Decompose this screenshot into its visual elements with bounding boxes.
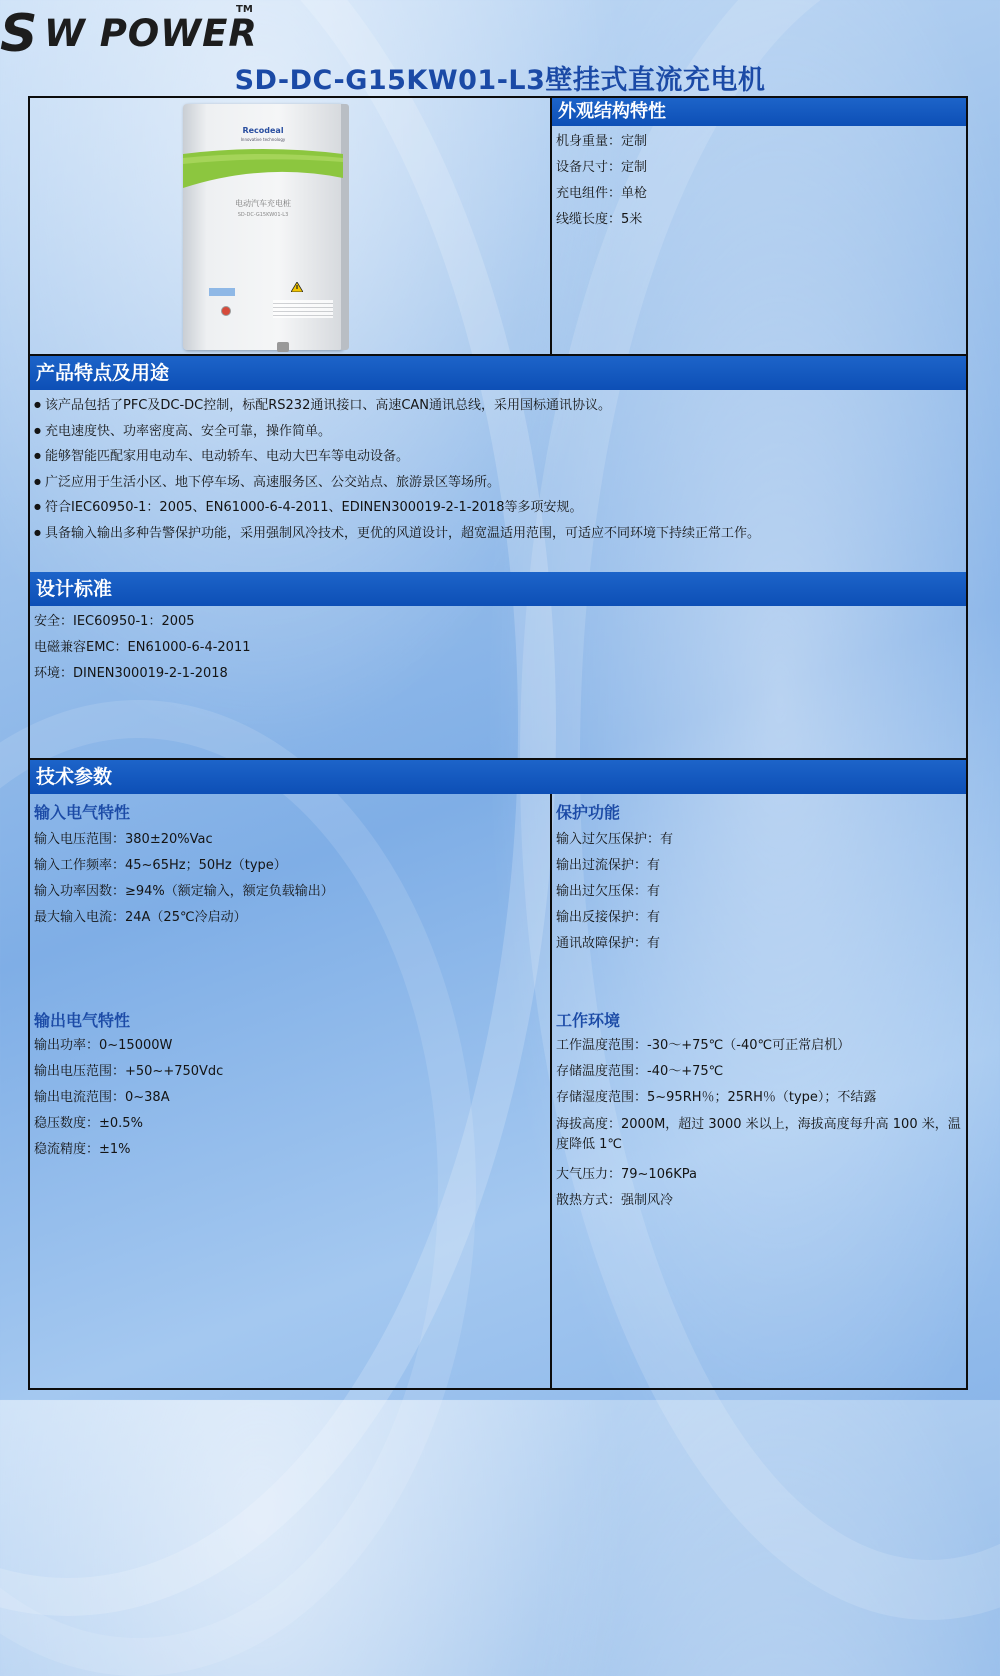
display-screen (209, 288, 235, 296)
product-name: 电动汽车充电桩 (235, 199, 291, 208)
logo-trademark: TM (236, 4, 253, 15)
product-image (183, 104, 343, 350)
output-spec-row: 输出功率：0~15000W (34, 1038, 173, 1053)
protection-row: 输入过欠压保护：有 (556, 832, 674, 847)
environment-row: 存储温度范围：-40～+75℃ (556, 1064, 724, 1079)
environment-row: 工作温度范围：-30～+75℃（-40℃可正常启机） (556, 1038, 851, 1053)
input-spec-row: 输入功率因数：≥94%（额定输入，额定负载输出） (34, 884, 334, 899)
warning-icon (291, 282, 303, 292)
subsection-title-protection: 保护功能 (556, 803, 621, 822)
input-spec-row: 输入工作频率：45~65Hz；50Hz（type） (34, 858, 287, 873)
feature-item: ● 能够智能匹配家用电动车、电动轿车、电动大巴车等电动设备。 (34, 447, 760, 473)
protection-row: 通讯故障保护：有 (556, 936, 661, 951)
feature-item: ● 广泛应用于生活小区、地下停车场、高速服务区、公交站点、旅游景区等场所。 (34, 473, 760, 499)
appearance-row: 充电组件：单枪 (556, 186, 648, 201)
feature-item: ● 充电速度快、功率密度高、安全可靠，操作简单。 (34, 422, 760, 448)
subsection-title-input: 输入电气特性 (34, 803, 131, 822)
subsection-title-output: 输出电气特性 (34, 1011, 131, 1030)
logo-initial: S (0, 4, 38, 64)
nameplate-text-graphic (273, 300, 333, 318)
protection-row: 输出反接保护：有 (556, 910, 661, 925)
environment-row: 海拔高度：2000M，超过 3000 米以上，海拔高度每升高 100 米，温度降低 1℃ (556, 1117, 961, 1152)
protection-row: 输出过流保护：有 (556, 858, 661, 873)
section-header-features: 产品特点及用途 (30, 356, 966, 390)
product-tagline: Innovative technology (240, 137, 286, 142)
protection-list (556, 828, 673, 958)
output-specs-list (34, 1034, 223, 1164)
standard-row: 安全：IEC60950-1：2005 (34, 614, 195, 629)
feature-item: ● 符合IEC60950-1：2005、EN61000-6-4-2011、EDINEN300019-2-1-2018等多项安规。 (34, 498, 760, 524)
spec-sheet-frame (28, 96, 968, 1390)
environment-row: 大气压力：79~106KPa (556, 1167, 697, 1182)
section-header-standards: 设计标准 (30, 572, 966, 606)
section-header-tech: 技术参数 (30, 760, 966, 794)
standard-row: 环境：DINEN300019-2-1-2018 (34, 666, 228, 681)
environment-list (556, 1034, 966, 1215)
green-band-graphic (183, 148, 343, 192)
appearance-row: 线缆长度：5米 (556, 212, 643, 227)
standard-row: 电磁兼容EMC：EN61000-6-4-2011 (34, 640, 251, 655)
protection-row: 输出过欠压保：有 (556, 884, 661, 899)
appearance-list (556, 130, 647, 234)
input-specs-list (34, 828, 334, 932)
section-header-appearance: 外观结构特性 (552, 98, 966, 126)
features-list (34, 396, 760, 550)
output-spec-row: 稳压数度：±0.5% (34, 1116, 143, 1131)
output-spec-row: 输出电流范围：0~38A (34, 1090, 170, 1105)
product-brand: Recodeal (242, 126, 284, 135)
environment-row: 存储湿度范围：5~95RH％；25RH％（type）；不结露 (556, 1090, 877, 1105)
product-model: SD-DC-G15KW01-L3 (237, 212, 289, 218)
feature-item: ● 该产品包括了PFC及DC-DC控制，标配RS232通讯接口、高速CAN通讯总线，采用国标通讯协议。 (34, 396, 760, 422)
output-spec-row: 输出电压范围：+50~+750Vdc (34, 1064, 224, 1079)
feature-item: ● 具备输入输出多种告警保护功能，采用强制风冷技术，更优的风道设计，超宽温适用范围，可适应不同环境下持续正常工作。 (34, 524, 760, 550)
page-title: SD-DC-G15KW01-L3壁挂式直流充电机 (234, 65, 766, 96)
input-spec-row: 输入电压范围：380±20%Vac (34, 832, 213, 847)
appearance-row: 设备尺寸：定制 (556, 160, 648, 175)
cable-gland-graphic (277, 342, 289, 352)
emergency-stop-button-graphic (221, 306, 231, 316)
logo-text: W POWER (44, 12, 258, 55)
output-spec-row: 稳流精度：±1% (34, 1142, 131, 1157)
environment-row: 散热方式：强制风冷 (556, 1193, 674, 1208)
input-spec-row: 最大输入电流：24A（25℃冷启动） (34, 910, 247, 925)
appearance-row: 机身重量：定制 (556, 134, 648, 149)
subsection-title-environment: 工作环境 (556, 1011, 621, 1030)
standards-list (34, 610, 251, 688)
